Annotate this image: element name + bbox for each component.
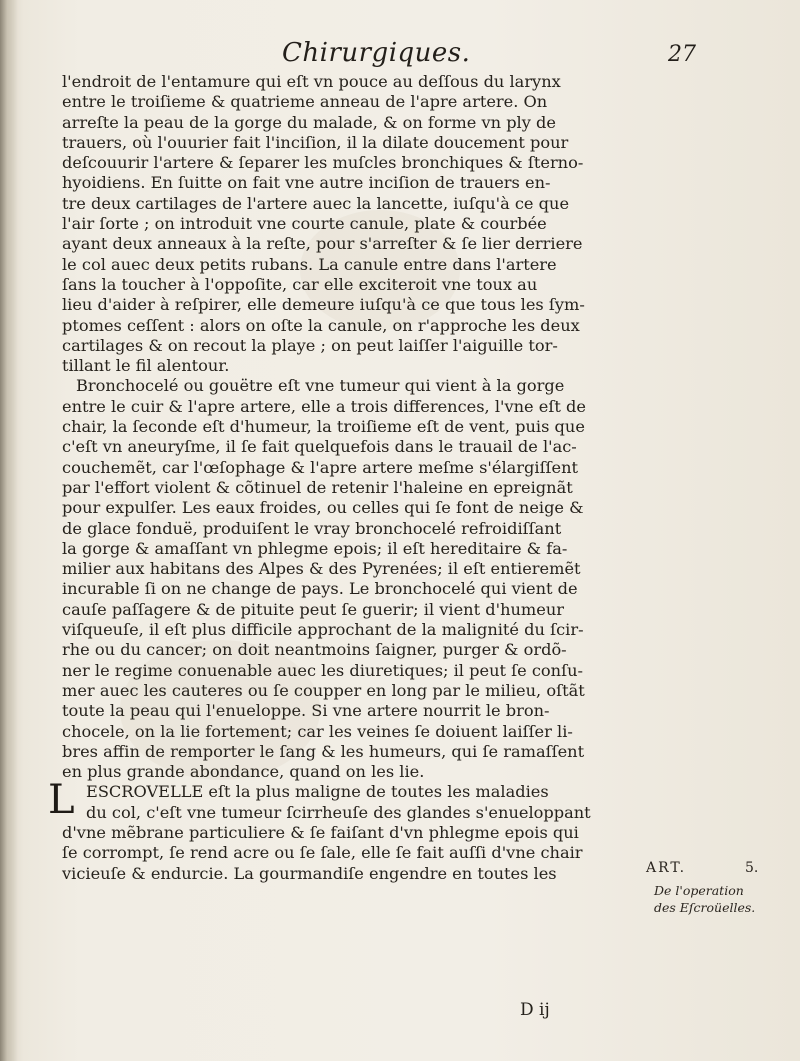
text-line: ptomes ceſſent : alors on oſte la canule, on r'approche les deux [62, 315, 580, 335]
text-line: toute la peau qui l'enueloppe. Si vne artere nourrit le bron- [62, 701, 550, 721]
margin-note: De l'operation [654, 883, 744, 898]
text-line: arreſte la peau de la gorge du malade, & on forme vn ply de [62, 112, 556, 132]
text-line: de glace fonduë, produiſent le vray bronchocelé refroidiſſant [62, 518, 562, 538]
text-line: couchemẽt, car l'œſophage & l'apre artere meſme s'élargiſſent [62, 457, 579, 477]
text-line: chair, la ſeconde eſt d'humeur, la troiſieme eſt de vent, puis que [62, 417, 585, 437]
text-line: par l'effort violent & cõtinuel de retenir l'haleine en epreignãt [62, 477, 573, 497]
text-line: ayant deux anneaux à la reſte, pour s'arreſter & ſe lier derriere [62, 234, 583, 254]
text-line: lieu d'aider à reſpirer, elle demeure iuſqu'à ce que tous les ſym- [62, 295, 585, 315]
text-line: d'vne mẽbrane particuliere & ſe faiſant d'vn phlegme epois qui [62, 822, 579, 842]
page-number: 27 [668, 42, 696, 67]
page-body [48, 72, 662, 884]
text-line: deſcouurir l'artere & ſeparer les muſcles bronchiques & ſterno- [62, 153, 584, 173]
text-line: trauers, où l'ouurier fait l'inciſion, il la dilate doucement pour [62, 132, 569, 152]
text-line: tillant le fil alentour. [62, 356, 230, 376]
text-line: ner le regime conuenable auec les diuretiques; il peut ſe conſu- [62, 660, 583, 680]
text-line: bres affin de remporter le ſang & les humeurs, qui ſe ramaſſent [62, 741, 585, 761]
text-line: rhe ou du cancer; on doit neantmoins ſaigner, purger & ordõ- [62, 640, 567, 660]
text-line: mer auec les cauteres ou ſe coupper en long par le milieu, oſtãt [62, 680, 585, 700]
text-line: cartilages & on recout la playe ; on peut laiſſer l'aiguille tor- [62, 335, 558, 355]
text-line: ſans la toucher à l'oppoſite, car elle exciteroit vne toux au [62, 274, 538, 294]
drop-cap: L [48, 777, 75, 824]
text-line: incurable ſi on ne change de pays. Le bronchocelé qui vient de [62, 579, 578, 599]
margin-note: des Eſcroüelles. [654, 900, 756, 915]
text-line: chocele, on la lie fortement; car les veines ſe doiuent laiſſer li- [62, 721, 573, 741]
text-line: l'endroit de l'entamure qui eſt vn pouce au deſſous du larynx [62, 72, 561, 91]
text-line: ſe corrompt, ſe rend acre ou ſe ſale, elle ſe fait auſſi d'vne chair [62, 843, 583, 863]
text-line: en plus grande abondance, quand on les lie. [62, 762, 425, 782]
text-line: tre deux cartilages de l'artere auec la lancette, iuſqu'à ce que [62, 193, 570, 213]
text-line: pour expulſer. Les eaux froides, ou celles qui ſe font de neige & [62, 498, 584, 518]
text-line: entre le cuir & l'apre artere, elle a trois differences, l'vne eſt de [62, 396, 586, 416]
text-line: c'eſt vn aneuryſme, il ſe fait quelquefois dans le trauail de l'ac- [62, 437, 577, 457]
text-line: du col, c'eſt vne tumeur ſcirrheuſe des glandes s'enueloppant [86, 802, 591, 822]
binding-gutter [0, 0, 18, 1061]
text-line: cauſe paſſagere & de pituite peut ſe guerir; il vient d'humeur [62, 599, 565, 619]
running-title: Chirurgiques. [282, 38, 471, 68]
text-line: viſqueuſe, il eſt plus difficile approchant de la malignité du ſcir- [62, 620, 584, 640]
text-line: le col auec deux petits rubans. La canule entre dans l'artere [62, 254, 557, 274]
section-start-text: ESCROVELLE eſt la plus maligne de toutes les maladies [86, 782, 549, 802]
paragraph-start-line: Bronchocelé ou gouëtre eſt vne tumeur qui vient à la gorge [76, 376, 565, 396]
article-label: ART. [646, 860, 687, 876]
text-line: entre le troiſieme & quatrieme anneau de l'apre artere. On [62, 92, 548, 112]
text-line: vicieuſe & endurcie. La gourmandiſe engendre en toutes les [62, 863, 557, 883]
text-line: l'air ſorte ; on introduit vne courte canule, plate & courbée [62, 214, 547, 234]
signature-mark: D ij [520, 1000, 550, 1020]
text-line: hyoidiens. En ſuitte on fait vne autre inciſion de trauers en- [62, 173, 551, 193]
article-number: 5. [745, 860, 759, 876]
text-line: milier aux habitans des Alpes & des Pyrenées; il eſt entieremẽt [62, 559, 581, 579]
text-line: la gorge & amaſſant vn phlegme epois; il eſt hereditaire & fa- [62, 538, 568, 558]
